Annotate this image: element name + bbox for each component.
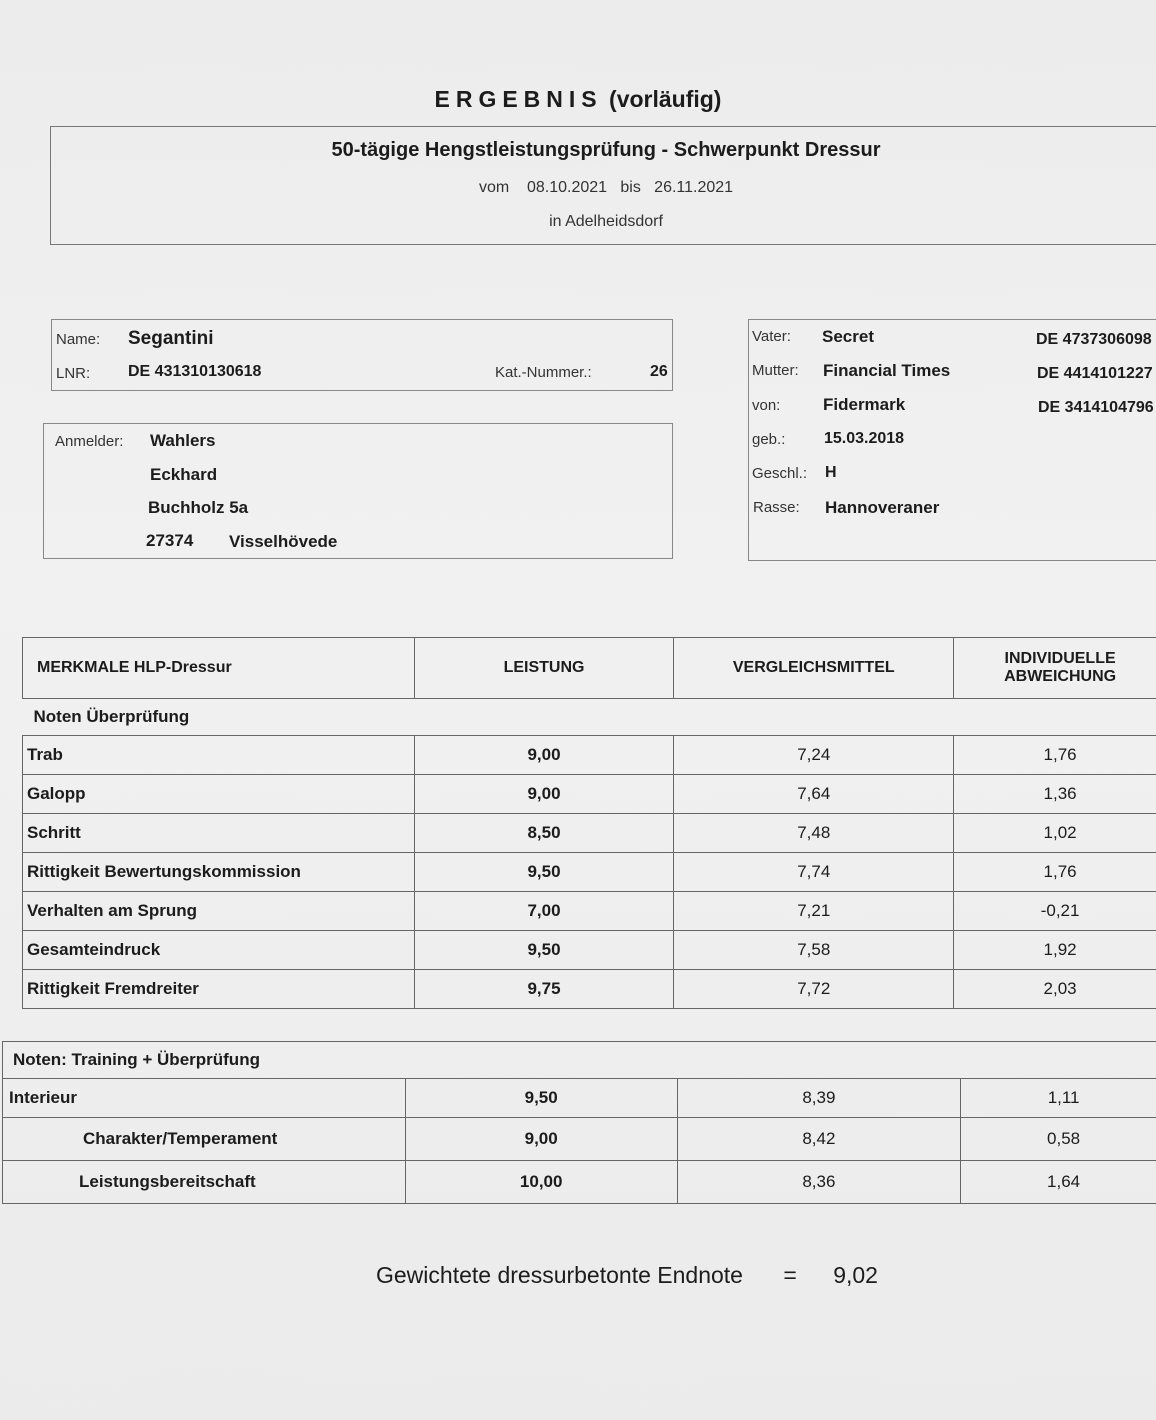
geb-value: 15.03.2018 bbox=[824, 430, 905, 447]
row-leistung: 7,00 bbox=[414, 892, 674, 931]
section-row bbox=[3, 1042, 1156, 1079]
row-leistung: 9,00 bbox=[405, 1118, 677, 1161]
row-leistung: 9,75 bbox=[414, 970, 674, 1009]
row-name: Rittigkeit Fremdreiter bbox=[23, 970, 415, 1009]
row-leistung: 10,00 bbox=[405, 1161, 677, 1204]
geschl-value: H bbox=[825, 464, 837, 481]
row-mittel: 8,36 bbox=[677, 1161, 961, 1204]
exam-header-box bbox=[50, 126, 1156, 245]
horse-name: Segantini bbox=[128, 328, 214, 349]
table-row bbox=[3, 1118, 1156, 1161]
section-label: Noten Überprüfung bbox=[23, 699, 1156, 736]
vater-id: DE 4737306098 bbox=[1036, 331, 1152, 348]
rasse-value: Hannoveraner bbox=[825, 498, 940, 517]
owner-info-box bbox=[43, 423, 673, 559]
header-merkmale: MERKMALE HLP-Dressur bbox=[23, 638, 415, 699]
von-id: DE 3414104796 bbox=[1038, 399, 1154, 416]
table-header-row bbox=[23, 638, 1156, 699]
row-abweichung: 0,58 bbox=[961, 1118, 1156, 1161]
owner-street: Buchholz 5a bbox=[148, 498, 249, 517]
row-mittel: 7,64 bbox=[674, 775, 954, 814]
row-leistung: 9,50 bbox=[414, 853, 674, 892]
vater-value: Secret bbox=[822, 327, 874, 346]
to-date: 26.11.2021 bbox=[654, 179, 734, 196]
header-abweichung: INDIVIDUELLE ABWEICHUNG bbox=[954, 638, 1156, 699]
row-name: Leistungsbereitschaft bbox=[3, 1161, 406, 1204]
grades-table bbox=[22, 637, 1156, 1009]
kat-label: Kat.-Nummer.: bbox=[495, 364, 592, 381]
final-equals: = bbox=[783, 1262, 797, 1288]
table-row bbox=[23, 931, 1156, 970]
row-leistung: 9,50 bbox=[405, 1079, 677, 1118]
table-row bbox=[23, 775, 1156, 814]
row-mittel: 8,42 bbox=[677, 1118, 961, 1161]
lnr-value: DE 431310130618 bbox=[128, 363, 262, 380]
exam-place: in Adelheidsdorf bbox=[549, 213, 663, 230]
table-row bbox=[3, 1161, 1156, 1204]
rasse-label: Rasse: bbox=[753, 499, 800, 516]
mutter-value: Financial Times bbox=[823, 361, 951, 380]
document-title bbox=[0, 86, 1156, 113]
row-leistung: 9,00 bbox=[414, 775, 674, 814]
von-label: von: bbox=[752, 397, 781, 414]
row-abweichung: 1,11 bbox=[961, 1079, 1156, 1118]
exam-period bbox=[51, 179, 1156, 197]
row-mittel: 7,74 bbox=[674, 853, 954, 892]
row-abweichung: 1,64 bbox=[961, 1161, 1156, 1204]
section-row bbox=[23, 699, 1156, 736]
final-label: Gewichtete dressurbetonte Endnote bbox=[376, 1262, 743, 1288]
owner-city: Visselhövede bbox=[229, 532, 338, 551]
title-main: ERGEBNIS bbox=[434, 86, 603, 112]
row-name: Interieur bbox=[3, 1079, 406, 1118]
pedigree-box bbox=[748, 319, 1156, 561]
name-label: Name: bbox=[56, 331, 101, 348]
header-vergleichsmittel: VERGLEICHSMITTEL bbox=[674, 638, 954, 699]
row-mittel: 7,21 bbox=[674, 892, 954, 931]
geschl-label: Geschl.: bbox=[752, 465, 808, 482]
training-grades-table bbox=[2, 1041, 1156, 1204]
lnr-label: LNR: bbox=[56, 365, 91, 382]
from-date: 08.10.2021 bbox=[526, 179, 608, 196]
title-suffix: (vorläufig) bbox=[609, 86, 722, 112]
row-leistung: 9,50 bbox=[414, 931, 674, 970]
row-name: Verhalten am Sprung bbox=[23, 892, 415, 931]
row-mittel: 7,48 bbox=[674, 814, 954, 853]
row-name: Charakter/Temperament bbox=[3, 1118, 406, 1161]
row-mittel: 7,72 bbox=[674, 970, 954, 1009]
anmelder-label: Anmelder: bbox=[55, 433, 124, 450]
row-name: Trab bbox=[23, 736, 415, 775]
row-abweichung: 2,03 bbox=[954, 970, 1156, 1009]
von-value: Fidermark bbox=[823, 395, 906, 414]
table-row bbox=[23, 853, 1156, 892]
header-leistung: LEISTUNG bbox=[414, 638, 674, 699]
table-row bbox=[23, 970, 1156, 1009]
row-abweichung: 1,76 bbox=[954, 853, 1156, 892]
to-label: bis bbox=[620, 179, 641, 196]
row-name: Galopp bbox=[23, 775, 415, 814]
row-mittel: 7,24 bbox=[674, 736, 954, 775]
exam-subtitle: 50-tägige Hengstleistungsprüfung - Schwerpunkt Dressur bbox=[331, 139, 881, 161]
table-row bbox=[23, 892, 1156, 931]
final-value: 9,02 bbox=[833, 1262, 878, 1288]
table-row bbox=[3, 1079, 1156, 1118]
row-leistung: 8,50 bbox=[414, 814, 674, 853]
kat-value: 26 bbox=[650, 363, 668, 380]
geb-label: geb.: bbox=[752, 431, 786, 448]
from-label: vom bbox=[478, 179, 510, 196]
final-score bbox=[376, 1262, 878, 1289]
horse-info-box bbox=[51, 319, 673, 391]
owner-lastname: Wahlers bbox=[150, 431, 216, 450]
table-row bbox=[23, 814, 1156, 853]
row-abweichung: 1,76 bbox=[954, 736, 1156, 775]
row-abweichung: 1,36 bbox=[954, 775, 1156, 814]
row-mittel: 8,39 bbox=[677, 1079, 961, 1118]
row-leistung: 9,00 bbox=[414, 736, 674, 775]
mutter-id: DE 4414101227 bbox=[1037, 365, 1153, 382]
row-name: Gesamteindruck bbox=[23, 931, 415, 970]
row-name: Schritt bbox=[23, 814, 415, 853]
mutter-label: Mutter: bbox=[752, 362, 799, 379]
owner-firstname: Eckhard bbox=[150, 465, 218, 484]
vater-label: Vater: bbox=[752, 328, 791, 345]
table-row bbox=[23, 736, 1156, 775]
row-mittel: 7,58 bbox=[674, 931, 954, 970]
row-abweichung: -0,21 bbox=[954, 892, 1156, 931]
row-abweichung: 1,92 bbox=[954, 931, 1156, 970]
owner-zip: 27374 bbox=[146, 531, 194, 550]
row-abweichung: 1,02 bbox=[954, 814, 1156, 853]
row-name: Rittigkeit Bewertungskommission bbox=[23, 853, 415, 892]
section-label: Noten: Training + Überprüfung bbox=[3, 1042, 1156, 1079]
